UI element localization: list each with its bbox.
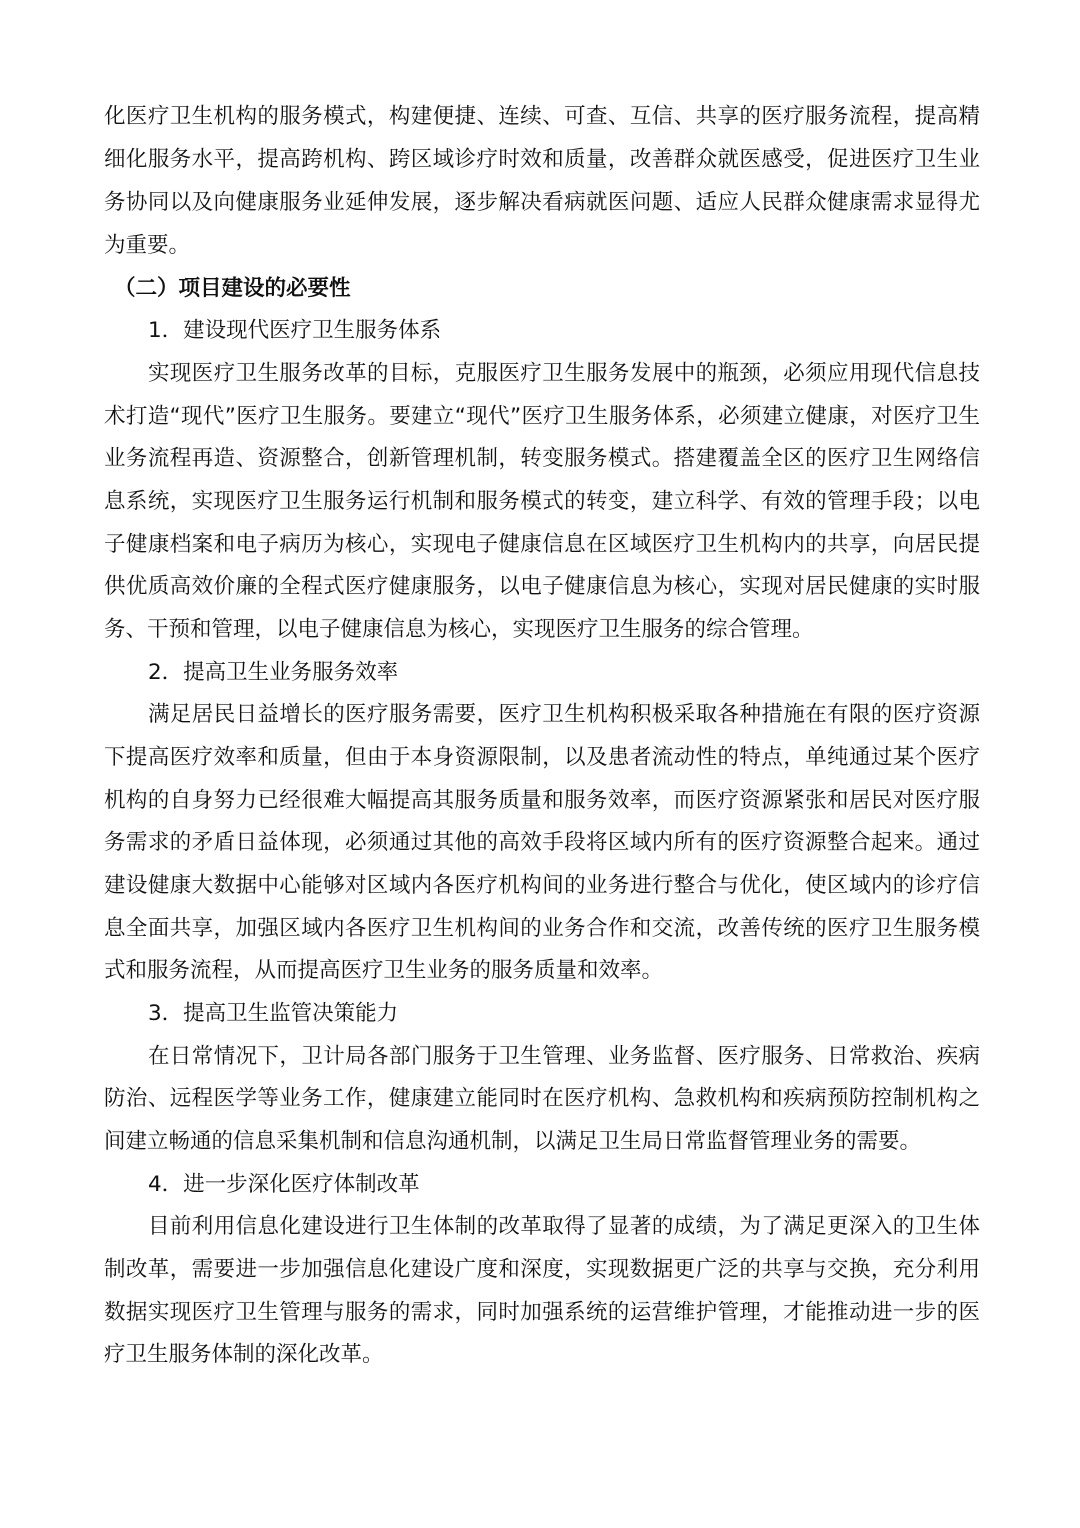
paragraph-line: 实现医疗卫生服务改革的目标，克服医疗卫生服务发展中的瓶颈，必须应用现代信息技 xyxy=(148,361,980,386)
subsection-heading: 4．进一步深化医疗体制改革 xyxy=(148,1172,420,1197)
paragraph-line: 防治、远程医学等业务工作，健康建立能同时在医疗机构、急救机构和疾病预防控制机构之 xyxy=(104,1086,980,1111)
paragraph-line: 式和服务流程，从而提高医疗卫生业务的服务质量和效率。 xyxy=(104,958,664,983)
paragraph-line: 建设健康大数据中心能够对区域内各医疗机构间的业务进行整合与优化，使区域内的诊疗信 xyxy=(104,873,980,898)
paragraph-line: 术打造“现代”医疗卫生服务。要建立“现代”医疗卫生服务体系，必须建立健康，对医疗卫生 xyxy=(104,404,980,429)
paragraph-line: 业务流程再造、资源整合，创新管理机制，转变服务模式。搭建覆盖全区的医疗卫生网络信 xyxy=(104,446,980,471)
section-heading: （二）项目建设的必要性 xyxy=(114,276,351,301)
paragraph-line: 数据实现医疗卫生管理与服务的需求，同时加强系统的运营维护管理，才能推动进一步的医 xyxy=(104,1300,980,1325)
paragraph-line: 息全面共享，加强区域内各医疗卫生机构间的业务合作和交流，改善传统的医疗卫生服务模 xyxy=(104,916,980,941)
paragraph-line: 细化服务水平，提高跨机构、跨区域诊疗时效和质量，改善群众就医感受，促进医疗卫生业 xyxy=(104,147,980,172)
paragraph-line: 疗卫生服务体制的深化改革。 xyxy=(104,1342,384,1367)
subsection-heading: 3．提高卫生监管决策能力 xyxy=(148,1001,399,1026)
subsection-heading: 1．建设现代医疗卫生服务体系 xyxy=(148,318,442,343)
paragraph-line: 机构的自身努力已经很难大幅提高其服务质量和服务效率，而医疗资源紧张和居民对医疗服 xyxy=(104,788,980,813)
paragraph-line: 目前利用信息化建设进行卫生体制的改革取得了显著的成绩，为了满足更深入的卫生体 xyxy=(148,1214,980,1239)
paragraph-line: 间建立畅通的信息采集机制和信息沟通机制，以满足卫生局日常监督管理业务的需要。 xyxy=(104,1129,922,1154)
paragraph-line: 息系统，实现医疗卫生服务运行机制和服务模式的转变，建立科学、有效的管理手段；以电 xyxy=(104,489,980,514)
paragraph-line: 为重要。 xyxy=(104,233,191,258)
paragraph-line: 务、干预和管理，以电子健康信息为核心，实现医疗卫生服务的综合管理。 xyxy=(104,617,814,642)
paragraph-line: 务需求的矛盾日益体现，必须通过其他的高效手段将区域内所有的医疗资源整合起来。通过 xyxy=(104,830,980,855)
paragraph-line: 供优质高效价廉的全程式医疗健康服务，以电子健康信息为核心，实现对居民健康的实时服 xyxy=(104,574,980,599)
paragraph-line: 制改革，需要进一步加强信息化建设广度和深度，实现数据更广泛的共享与交换，充分利用 xyxy=(104,1257,980,1282)
paragraph-line: 化医疗卫生机构的服务模式，构建便捷、连续、可查、互信、共享的医疗服务流程，提高精 xyxy=(104,104,980,129)
paragraph-line: 下提高医疗效率和质量，但由于本身资源限制，以及患者流动性的特点，单纯通过某个医疗 xyxy=(104,745,980,770)
paragraph-line: 满足居民日益增长的医疗服务需要，医疗卫生机构积极采取各种措施在有限的医疗资源 xyxy=(148,702,980,727)
paragraph-line: 在日常情况下，卫计局各部门服务于卫生管理、业务监督、医疗服务、日常救治、疾病 xyxy=(148,1044,980,1069)
subsection-heading: 2．提高卫生业务服务效率 xyxy=(148,660,399,685)
paragraph-line: 务协同以及向健康服务业延伸发展，逐步解决看病就医问题、适应人民群众健康需求显得尤 xyxy=(104,190,980,215)
paragraph-line: 子健康档案和电子病历为核心，实现电子健康信息在区域医疗卫生机构内的共享，向居民提 xyxy=(104,532,980,557)
